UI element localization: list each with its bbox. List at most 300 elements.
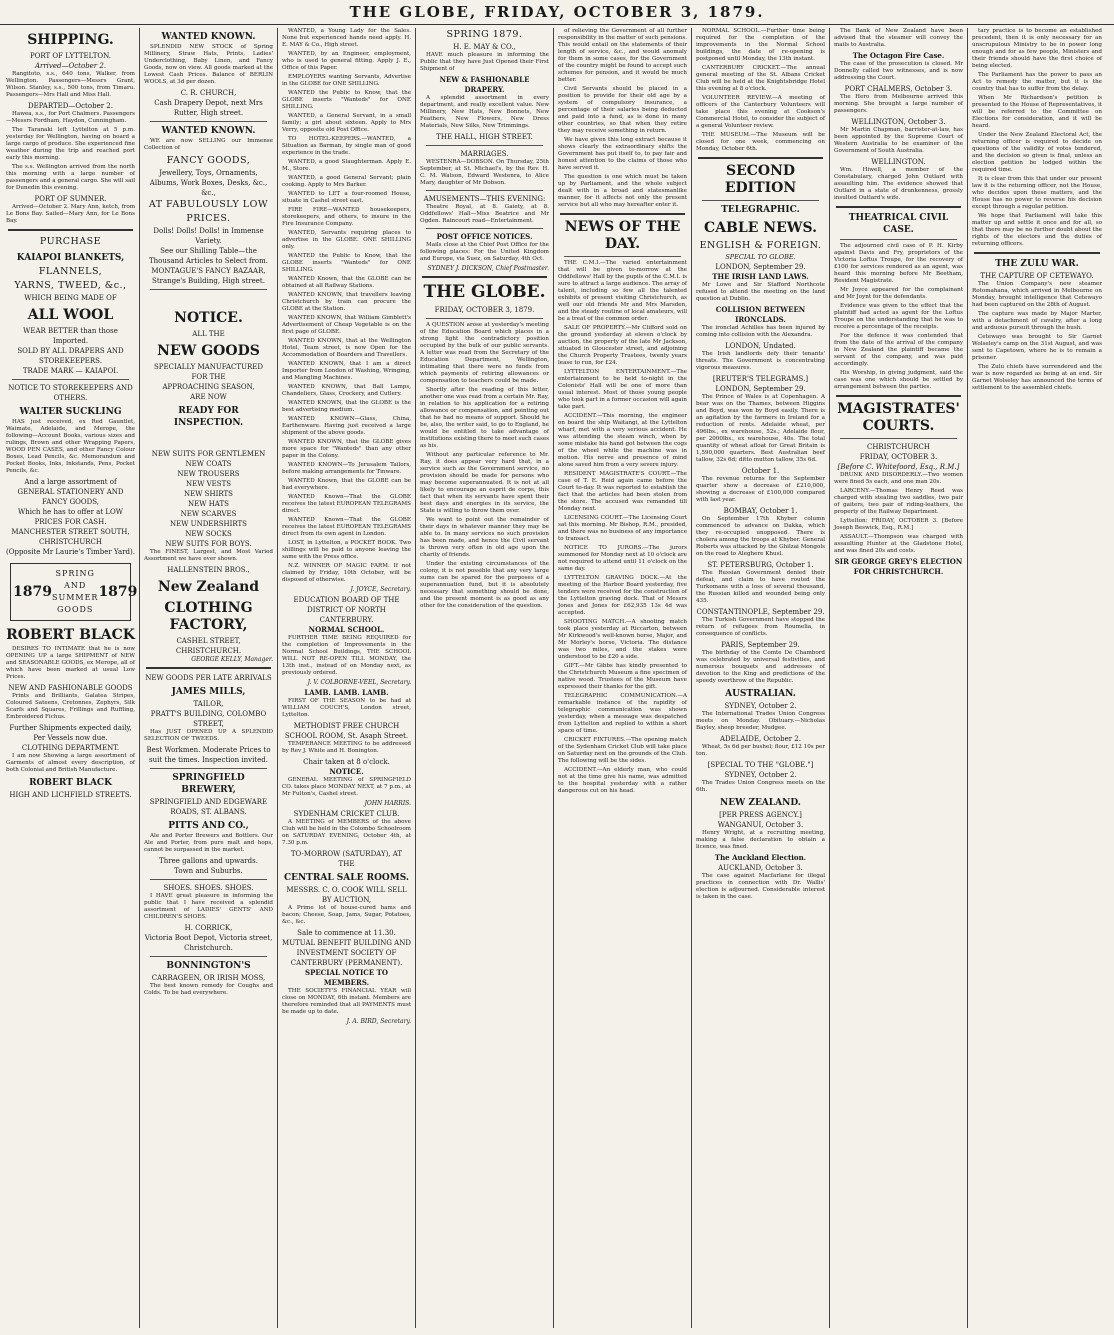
which-sold-label: Which he has to offer at LOW PRICES FOR CASH. — [18, 508, 123, 526]
tomorrow-label: TO-MORROW (SATURDAY), AT THE — [290, 850, 403, 868]
flannels-label: FLANNELS, — [38, 266, 103, 277]
new-goods-arrivals-label: NEW GOODS PER LATE ARRIVALS — [145, 674, 272, 682]
cable-news-heading: CABLE NEWS. — [704, 220, 817, 236]
springfield-heading: SPRINGFIELD BREWERY, — [172, 773, 245, 795]
further-label: Further Shipments expected daily, Per Vessels now due. — [9, 724, 132, 742]
wanted-ad: WANTED KNOWN, that the GLOBE is the best advertising medium. — [282, 400, 411, 413]
departed-heading: DEPARTED—October 2. — [28, 102, 113, 110]
grey-election-heading: SIR GEORGE GREY'S ELECTION FOR CHRISTCHURCH. — [834, 557, 963, 576]
best-workmen-label: Best Workmen. Moderate Prices to suit the times. Inspection invited. — [146, 746, 271, 764]
editorial-paragraph: We have given this long extract because it shows clearly the extraordinary shifts the Government has put itself to, to pay fair and honest attention to the claims of those who have served it. — [558, 137, 687, 171]
robert-text: DESIRES TO INTIMATE that he is now OPENING UP a large SHIPMENT of NEW and SEASONABLE GOODS, ex Merope, all of which have been marked at usual Low Prices. — [6, 646, 135, 680]
irish-heading: THE IRISH LAND LAWS. — [712, 272, 809, 281]
sale-time-label: Sale to commence at 11.30. — [297, 929, 396, 937]
marriages-heading: MARRIAGES. — [460, 150, 509, 158]
wanted-known-2-heading: WANTED KNOWN. — [161, 126, 256, 136]
notice-heading: NOTICE. — [174, 310, 243, 326]
wanted-known-2-text: WE are now SELLING our Immense Collection of — [144, 138, 273, 151]
spring-summer-box — [10, 563, 138, 621]
globe-date: FRIDAY, OCTOBER 3, 1879. — [434, 306, 535, 314]
undershirts-item: NEW UNDERSHIRTS — [170, 520, 247, 528]
summer-label: SUMMER — [51, 593, 99, 602]
year-right: 1879 — [98, 583, 138, 600]
london-dateline: LONDON, September 29. — [715, 263, 806, 271]
divider — [840, 239, 957, 240]
allwool-heading: ALL WOOL — [27, 307, 114, 323]
and-label: AND — [64, 581, 87, 590]
wanted-ad: WANTED KNOWN, that Ball Lamps, Chandeliers, Glass, Crockery, and Cutlery. — [282, 384, 411, 397]
news-item: CRICKET FIXTURES.—The opening match of the Sydenham Cricket Club will take place on Saturday next on the grounds of the Club. The following will be the sides. — [558, 737, 687, 764]
australian-heading: AUSTRALIAN. — [725, 689, 796, 699]
news-item: The Hero from Melbourne arrived this morning. She brought a large number of passengers. — [834, 94, 963, 114]
wanted-ad: N.Z. WINNER OF MAGIC FARM. If not claimed by Friday, 10th October, will be disposed of otherwise. — [282, 563, 411, 583]
adelaide-dateline: ADELAIDE, October 2. — [720, 735, 801, 743]
kelly-signature: GEORGE KELLY, Manager. — [191, 656, 273, 663]
second-edition-heading: SECOND EDITION — [724, 163, 797, 196]
volunteer-news: VOLUNTEER REVIEW.—A meeting of officers of the Canterbury Volunteers will take place this evening at Cookson's Commercial Hotel, to consider the subject of a general Volunteer review. — [696, 95, 825, 129]
museum-news: THE MUSEUM.—The Museum will be closed for one week, commencing on Monday, October 6th. — [696, 132, 825, 152]
london-undated-text: The Irish landlords defy their tenants' threats. The Government is concentrating vigorous measures. — [696, 351, 825, 371]
magistrates-heading: MAGISTRATES' COURTS. — [837, 401, 960, 434]
normal-school-news: NORMAL SCHOOL.—Further time being required for the completion of the improvements in the Normal School buildings, the date of re-opening is postponed until Monday, the 13th instant. — [696, 28, 825, 62]
wanted-ad: WANTED Known—That the GLOBE receives the latest EUROPEAN TELEGRAMS direct. — [282, 494, 411, 514]
column-6 — [692, 28, 830, 1328]
kaiapoi-heading: KAIAPOI BLANKETS, — [16, 253, 125, 263]
special-globe-label: [SPECIAL TO THE "GLOBE."] — [707, 761, 814, 769]
wanted-ad: EMPLOYERS wanting Servants, Advertise in the GLOBE for ONE SHILLING. — [282, 74, 411, 87]
divider — [426, 318, 543, 319]
high-streets-label: HIGH AND LICHFIELD STREETS. — [9, 791, 132, 799]
news-item: LYTTELTON GRAVING DOCK.—At the meeting of the Harbor Board yesterday, five tenders were received for the construction of the Lyttelton graving dock. That of Messrs Jones and Jones for £62,935 13s 4d was accepted. — [558, 575, 687, 616]
mills-address: PRATT'S BUILDING, COLOMBO STREET, — [150, 710, 267, 728]
springfield-address: SPRINGFIELD AND EDGEWARE ROADS, ST. ALBANS. — [149, 798, 268, 816]
wanted-ad: LOST, in Lyttelton, a POCKET BOOK. Two shillings will be paid to anyone leaving the same with the Press office. — [282, 540, 411, 560]
port-chalmers-dateline: PORT CHALMERS, October 3. — [844, 85, 953, 93]
port-sumner-heading: PORT OF SUMNER. — [34, 195, 107, 203]
clothing-factory-heading: CLOTHING FACTORY, — [164, 600, 253, 633]
telegraphic-heading: TELEGRAPHIC. — [721, 205, 800, 215]
zulu-subheading: THE CAPTURE OF CETEWAYO. — [980, 272, 1094, 280]
vests-item: NEW VESTS — [185, 480, 232, 488]
editorial-paragraph: Shortly after the reading of this letter, another one was read from a certain Mr. Ray, in relation to his application for a retiring allowance or compensation, and pointing out that he had no means of support. Should he be, also, the writer said, to go to England, he would be entitled to take advantage of institutions existing there to meet such cases as his. — [420, 387, 549, 449]
wanted-ad: WANTED Known—That the GLOBE receives the latest EUROPEAN TELEGRAMS direct from its own agent in London. — [282, 517, 411, 537]
divider — [150, 289, 267, 290]
church-address: Cash Drapery Depot, next Mrs Rutter, High street. — [154, 99, 263, 117]
sydenham-text: A MEETING of MEMBERS of the above Club will be held in the Colombo Schoolroom on SATURDAY EVENING, October 4th, at 7.30 p.m. — [282, 819, 411, 846]
article-paragraph: It is clear from this that under our present law it is the returning officer, not the House, who decides upon these matters, and the House has no power to reverse his decision except through a regular petition. — [972, 176, 1102, 210]
editorial-paragraph: Without any particular reference to Mr. Ray, it does appear very hard that, in a service such as the Government service, no provision should be made for persons who may become superannuated. It is not at all likely to encourage an esprit de corps, this fact that when its servants have spent their best days and energies in its service, the State is willing to throw them over. — [420, 452, 549, 514]
stpete-text: The Russian Government denied their defeat, and claim to have routed the Turkomans with a loss of several thousand, the Russian killed and wounded being only 435. — [696, 570, 825, 604]
article-paragraph: When Mr Richardson's petition is presented to the House of Representatives, it will be referred to the Committee on Elections for consideration, and it will be heard. — [972, 95, 1102, 129]
may-name: H. E. MAY & CO., — [453, 43, 516, 51]
new-zealand-heading: NEW ZEALAND. — [720, 798, 801, 808]
court-item: Lyttelton: FRIDAY, OCTOBER 3. [Before Joseph Beswick, Esq., R.M.] — [834, 518, 963, 531]
christchurch-label: CHRISTCHURCH — [866, 443, 931, 451]
divider — [422, 276, 547, 278]
marriages-text: WESTENRA—DOBSON. On Thursday, 25th September, at St. Michael's, by the Rev. H. C. M. Watson, Edward Westenra, to Alice Mary, daughter of Mr Dobson. — [420, 159, 549, 186]
pitts-text: Ale and Porter Brewers and Bottlers. Our Ale and Porter, from pure malt and hops, cannot be surpassed in the market. — [144, 833, 273, 853]
cashel-label: CASHEL STREET, CHRISTCHURCH. — [175, 637, 242, 655]
fabulous-label: AT FABULOUSLY LOW PRICES. — [148, 199, 269, 224]
divider — [146, 667, 271, 669]
robert-black-heading: ROBERT BLACK — [6, 627, 135, 643]
theatrical-paragraph: Evidence was given to the effect that the plaintiff had acted as agent for the Loftus Troupe on the understanding that he was to receive a percentage of the receipts. — [834, 303, 963, 330]
fancy-goods-label: FANCY GOODS, — [166, 155, 251, 166]
divider — [836, 206, 961, 208]
for-the-label: FOR THE — [191, 373, 226, 381]
lamb-heading: LAMB. LAMB. LAMB. — [304, 688, 389, 697]
zulu-paragraph: The capture was made by Major Marter, with a detachment of cavalry, after a long and arduous pursuit through the bush. — [972, 311, 1102, 331]
purchase-heading: PURCHASE — [39, 236, 102, 247]
divider — [560, 213, 685, 215]
prints-text: Prints and Brilliants, Galatea Stripes, Coloured Sateens, Cretonnes, Zephyrs, Silk Scarfs and Squares, Frillings and Ruffling, Embroidered Fichus. — [6, 693, 135, 720]
general-label: And a large assortment of GENERAL STATIONERY AND FANCY GOODS, — [17, 478, 124, 506]
news-item: The Bank of New Zealand have been advised that the steamer will convey the mails to Australia. — [834, 28, 963, 48]
normal-school-heading: NORMAL SCHOOL. — [308, 625, 385, 634]
divider — [12, 379, 129, 380]
goods-label: GOODS — [57, 605, 94, 614]
sold-label: SOLD BY ALL DRAPERS AND STOREKEEPERS. — [17, 347, 124, 365]
theatrical-paragraph: The adjourned civil case of P. H. Kirby against Davis and Fry, proprietors of the Victoria Loftus Troupe, for the recovery of £100 for services rendered as an agent, was heard this morning before Mr Beetham, Resident Magistrate. — [834, 243, 963, 284]
mills-text: Has JUST OPENED UP A SPLENDID SELECTION OF TWEEDS. — [144, 729, 273, 742]
clothing-text: I am now Showing a large assortment of Garments of almost every description, of both Colonial and British Manufacture. — [6, 753, 135, 773]
news-item: SALE OF PROPERTY.—Mr Clifford sold on the ground yesterday at eleven o'clock by auction, the property of the late Mr Jackson, situated in Gloucester street, and adjoining the Church Property Trustees, twenty years lease to run, for £24. — [558, 325, 687, 366]
news-item: The case of the prosecution is closed. Mr Donnelly called two witnesses, and is now addressing the Court. — [834, 61, 963, 81]
divider — [836, 395, 961, 397]
mutual-heading: MUTUAL BENEFIT BUILDING AND INVESTMENT SOCIETY OF CANTERBURY (PERMANENT). — [282, 939, 411, 967]
wanted-ad: WANTED, by an Engineer, employment, who is used to general fitting. Apply J. E., Office of this Paper. — [282, 51, 411, 71]
joyce-signature: J. JOYCE, Secretary. — [350, 586, 411, 593]
london-undated: LONDON, Undated. — [725, 342, 796, 350]
english-foreign-heading: ENGLISH & FOREIGN. — [699, 240, 822, 251]
season-labels — [52, 568, 98, 616]
wanganui-text: Henry Wright, at a recruiting meeting, making a false declaration to obtain a licence, was fined. — [696, 830, 825, 850]
notice-heading: NOTICE. — [329, 767, 364, 776]
wanted-ad: WANTED, a good General Servant; plain cooking. Apply to Mrs Barker. — [282, 175, 411, 188]
court-item: LARCENY.—Thomas Henry Reed was charged with stealing two saddles, two pair of gaiters, two pair of riding-leathers, the property of the Railway Department. — [834, 488, 963, 515]
shirts-item: NEW SHIRTS — [184, 490, 233, 498]
news-item: GIFT.—Mr Gibbs has kindly presented to the Christchurch Museum a fine specimen of native wood. Trustees of the Museum have expressed their thanks for the gift. — [558, 663, 687, 690]
wanted-ad: WANTED KNOWN—Glass, China, Earthenware. Having just received a large shipment of the above goods. — [282, 416, 411, 436]
divider — [150, 768, 267, 769]
post-office-text: Mails close at the Chief Post Office for the following places: For the United Kingdom and Europe, via Suez, on Saturday, 4th Oct. — [420, 242, 549, 262]
press-agency-label: [PER PRESS AGENCY.] — [719, 811, 802, 819]
finest-text: The FINEST, Largest, and Most Varied Assortment we have ever shown. — [144, 549, 273, 562]
corrick-address: Victoria Boot Depot, Victoria street, Christchurch. — [144, 934, 273, 952]
divider — [426, 228, 543, 229]
arrived-label: Arrived—October 2. — [34, 62, 107, 70]
trademark-label: TRADE MARK — KAIAPOI. — [22, 367, 119, 375]
paris-text: The birthday of the Comte De Chambord was celebrated by universal festivities, and numerous bouquets and addresses of devotion to the King and predictions of the speedy overthrow of the Republic. — [696, 650, 825, 684]
wanted-ad: WANTED KNOWN, that the GLOBE gives more space for "Wanteds" than any other paper in the Colony. — [282, 439, 411, 459]
wanted-ad: WANTED KNOWN—To Jerusalem Tailors, before making arrangements for Tinware. — [282, 462, 411, 475]
column-5 — [554, 28, 692, 1328]
divider — [426, 145, 543, 146]
corrick-name: H. CORRICK, — [184, 924, 233, 932]
year-left: 1879 — [13, 583, 52, 600]
column-3 — [278, 28, 416, 1328]
divider — [150, 956, 267, 957]
colborne-signature: J. V. COLBORNE-VEEL, Secretary. — [307, 679, 411, 686]
october-label: October 1. — [741, 467, 780, 475]
editorial-paragraph: We want to point out the remainder of their days in whatever manner they may be able to. In many services no such provision has been made, and hence the Civil servant is thrown very often in old age upon the charity of friends. — [420, 517, 549, 558]
constantinople-dateline: CONSTANTINOPLE, September 29. — [696, 608, 825, 616]
shoes-text: I HAVE great pleasure in informing the public that I have received a splendid assortment of LADIES' GENTS' AND CHILDREN'S SHOES. — [144, 893, 273, 920]
town-label: Town and Suburbs. — [174, 867, 243, 875]
friday-label: FRIDAY, OCTOBER 3. — [859, 453, 938, 461]
walter-text: HAS just received, ex Red Gauntlet, Waimate, Adelaide, and Merope, the following—Account Books, various sizes and rulings, Brown and other Wrapping Papers, WOOD PEN CASES, and other Fancy Colour Boxes, Lead Pencils, &c. Memorandum and Pocket Books, Inks, Inkstands, Pens, Pocket Pencils, &c. — [6, 419, 135, 474]
normal-school-text: FURTHER TIME BEING REQUIRED for the completion of Improvements in the Normal School Buildings, THE SCHOOL WILL NOT RE-OPEN TILL MONDAY, the 13th inst., instead of on Monday next, as previously ordered. — [282, 635, 411, 676]
sydney-dateline-2: SYDNEY, October 2. — [724, 771, 797, 779]
port-sumner-text: Arrived—October 2. Mary Ann, ketch, from Le Bons Bay. Sailed—Mary Ann, for Le Bons Bay. — [6, 204, 135, 224]
wanted-ad: WANTED KNOWN, that travellers leaving Christchurch by train can procure the GLOBE at the Station. — [282, 292, 411, 312]
article-paragraph: The Parliament has the power to pass an Act to remedy the matter, but it is the country that has to suffer from the delay. — [972, 72, 1102, 92]
divider — [840, 438, 957, 439]
wanted-known-heading: WANTED KNOWN. — [161, 32, 256, 42]
harris-signature: JOHN HARRIS. — [364, 800, 411, 807]
divider — [150, 879, 267, 880]
manchester-label: MANCHESTER STREET SOUTH, — [11, 528, 130, 536]
divider — [8, 229, 133, 231]
christchurch-label: CHRISTCHURCH — [38, 538, 103, 546]
column-7 — [830, 28, 968, 1328]
theatrical-paragraph: His Worship, in giving judgment, said the case was one which should be settled by arrangement between the parties. — [834, 370, 963, 390]
collision-heading: COLLISION BETWEEN IRONCLADS. — [715, 305, 806, 324]
news-item: SHOOTING MATCH.—A shooting match took place yesterday at Riccarton, between Mr Kirkwood's well-known horse, Major, and Mr Morley's horse, Victoria. The distance was two miles, and the stakes were understood to be £20 a side. — [558, 619, 687, 660]
three-gallons-label: Three gallons and upwards. — [159, 857, 258, 865]
wanted-known-text: SPLENDID NEW STOCK of Spring Millinery, Straw Hats, Prints, Ladies' Underclothing, Baby Linen, and Fancy Goods, now on view. All goods marked at the Lowest Cash Prices. Balance of BERLIN WOOLS, at 3d per dozen. — [144, 44, 273, 85]
news-item: TELEGRAPHIC COMMUNICATION.—A remarkable instance of the rapidity of telegraphic communication was shown yesterday, when a message was despatched from Lyttelton and replied to within a short space of time. — [558, 693, 687, 734]
amusements-text: Theatre Royal, at 8. Gaiety, at 8. Oddfellows' Hall—Miss Beatrice and Mr Ogden. Raincourt road—Entertainment. — [420, 204, 549, 224]
wanted-ad: WANTED KNOWN, that I am a direct Importer from London of Washing, Wringing, and Mangling Machines. — [282, 361, 411, 381]
before-label: [Before C. Whitefoord, Esq., R.M.] — [837, 463, 960, 471]
irish-text: Mr Lowe and Sir Stafford Northcote refused to attend the meeting on the land question at Dublin. — [696, 282, 825, 302]
london-dateline-3: LONDON, September 29. — [715, 385, 806, 393]
article-paragraph: We hope that Parliament will take this matter up and settle it once and for all, so that there may be no further doubt about the rights of the electors and the duties of returning officers. — [972, 213, 1102, 247]
wanganui-dateline: WANGANUI, October 3. — [717, 821, 804, 829]
constantinople-text: The Turkish Government have stopped the return of refugees from Roumelia, in consequence of conflicts. — [696, 617, 825, 637]
masthead: THE GLOBE, FRIDAY, OCTOBER 3, 1879. — [0, 0, 1114, 25]
wear-label: WEAR BETTER than those Imported. — [23, 327, 118, 345]
port-heading: PORT OF LYTTELTON. — [29, 52, 112, 60]
zulu-paragraph: The Zulu chiefs have surrendered and the war is now regarded as being at an end. Sir Garnet Wolseley has announced the terms of settlement to the assembled chiefs. — [972, 364, 1102, 391]
approaching-label: APPROACHING SEASON, — [162, 383, 255, 391]
shipping-heading: SHIPPING. — [27, 32, 114, 48]
news-item: ACCIDENT.—An elderly man, who could not at the time give his name, was admitted to the hospital yesterday with a rather dangerous cut on his head. — [558, 767, 687, 794]
court-item: DRUNK AND DISORDERLY.—Two women were fined 5s each, and one man 20s. — [834, 472, 963, 485]
shoes-heading: SHOES. SHOES. SHOES. — [163, 884, 254, 892]
chair-label: Chair taken at 8 o'clock. — [303, 758, 390, 766]
new-zealand-heading: New Zealand — [157, 579, 260, 595]
london-text-3: The Prince of Wales is at Copenhagen. A bear was on the Thames, between Higgins and Boyd, was won by Boyd easily. There is an agitation by the farmers in Ireland for a reduction of rents. Adelaide wheat, per 496lbs., ex warehouse, 52s.; Adelaide flour, per 2000lbs., ex warehouse, 40s. The total quantity of wheat afloat for Great Britain is 1,590,000 quarters. Best Australian beef tallow, 32s 6d; ditto mutton tallow, 35s 6d. — [696, 394, 825, 463]
may-text: HAVE much pleasure in informing the Public that they have Just Opened their First Shipment of — [420, 52, 549, 72]
article-paragraph: Under the New Zealand Electoral Act, the returning officer is required to decide on questions of the validity of votes tendered, and the decision so given is final, unless an election petition be lodged within the required time. — [972, 132, 1102, 173]
wanted-ad: WANTED the Public to Know, that the GLOBE inserts "Wanteds" for ONE SHILLING. — [282, 253, 411, 273]
sydney-text-2: The Trades Union Congress meets on the 6th. — [696, 780, 825, 793]
editorial-paragraph: A QUESTION arose at yesterday's meeting of the Education Board which places in a strong light the contradictory position occupied by the bulk of our public servants. A letter was read from the Secretary of the Education Department, Wellington, intimating that there were no funds from which payments of retiring allowances or compensation to teachers could be made. — [420, 322, 549, 384]
reuters-label: [REUTER'S TELEGRAMS.] — [712, 375, 809, 383]
ships-text: Rangitoto, s.s., 640 tons, Walker, from Wellington. Passengers—Messrs Grant, Wilson. Stanley, s.s., 500 tons, from Timaru. Passengers—Mrs Hall and Miss Hall. — [6, 71, 135, 98]
opposite-label: (Opposite Mr Laurie's Timber Yard). — [6, 548, 135, 556]
october-text: The revenue returns for the September quarter show a decrease of £210,000, showing a decrease of £100,000 compared with last year. — [696, 476, 825, 503]
divider — [974, 252, 1100, 254]
cricket-news: CANTERBURY CRICKET.—The annual general meeting of the St. Albans Cricket Club will be held at the Knightsbridge Hotel this evening at 8 o'clock. — [696, 65, 825, 92]
bonnington-text: The best known remedy for Coughs and Colds. To be had everywhere. — [144, 983, 273, 996]
column-1 — [2, 28, 140, 1328]
temperance-text: TEMPERANCE MEETING to be addressed by Rev J. White and H. Bonington. — [282, 741, 411, 754]
sydney-dateline: SYDNEY, October 2. — [724, 702, 797, 710]
general-meeting-text: GENERAL MEETING of SPRINGFIELD CO. takes place MONDAY NEXT, at 7 p.m., at Mr Fulton's, Cashel street. — [282, 777, 411, 797]
special-to-globe: SPECIAL TO GLOBE. — [725, 253, 796, 261]
special-notice-text: THE SOCIETY'S FINANCIAL YEAR will close on MONDAY, 6th instant. Members are therefore reminded that all PAYMENTS must be made up to date. — [282, 988, 411, 1015]
scarves-item: NEW SCARVES — [180, 510, 237, 518]
shilling-table-label: See our Shilling Table—the Thousand Articles to Select from. — [149, 247, 268, 265]
editorial-paragraph: of relieving the Government of all further responsibility in the matter of such pensions. This would entail on the statements of their length of service, &c., and would anomaly for them in some cases, for the Government of the country might be found to accept such schemes for pension, and it would be much better. — [558, 28, 687, 83]
shipping-report-2: The s.s. Wellington arrived from the north this morning with a large number of passengers and a general cargo. She will sail for Dunedin this evening. — [6, 164, 135, 191]
news-of-the-day-heading: NEWS OF THE DAY. — [564, 219, 681, 252]
are-now-label: ARE NOW — [190, 393, 227, 401]
theatrical-heading: THEATRICAL CIVIL CASE. — [848, 213, 949, 235]
all-the-label: ALL THE — [192, 330, 225, 338]
news-item: RESIDENT MAGISTRATE'S COURT.—The case of T. E. Reid again came before the Court to-day. It was reported to establish the fact that the articles had been stolen from the store. The accused was remanded till Monday next. — [558, 471, 687, 512]
yarns-label: YARNS, TWEED, &c., — [14, 280, 127, 291]
wanted-ad: WANTED the Public to Know, that the GLOBE inserts "Wanteds" for ONE SHILLING. — [282, 90, 411, 110]
wanted-ad: WANTED, Servants requiring places to advertise in the GLOBE. ONE SHILLING only. — [282, 230, 411, 250]
wellington-heading: WELLINGTON. — [871, 158, 926, 166]
divider — [698, 157, 823, 159]
new-fashionable-heading: NEW & FASHIONABLE DRAPERY. — [439, 75, 530, 94]
news-item: LICENSING COURT.—The Licensing Court sat this morning. Mr Bishop, R.M., presided, and there was no business of any importance to transact. — [558, 515, 687, 542]
paris-dateline: PARIS, September 29. — [721, 641, 800, 649]
ready-heading: READY FOR INSPECTION. — [173, 406, 244, 428]
spring-heading: SPRING 1879. — [446, 29, 523, 40]
pitts-heading: PITTS AND CO., — [168, 821, 249, 831]
specially-label: SPECIALLY MANUFACTURED — [154, 363, 263, 371]
wanted-ad: WANTED to LET a four-roomed House, situate in Cashel street east. — [282, 191, 411, 204]
departed-text: Hawea, s.s., for Port Chalmers. Passengers—Messrs Fordham, Haydon, Cunningham. — [6, 111, 135, 124]
divider — [426, 190, 543, 191]
wanted-ad: WANTED, a good Slaughterman. Apply E. M., Store. — [282, 159, 411, 172]
methodist-heading: METHODIST FREE CHURCH SCHOOL ROOM, St. Asaph Street. — [284, 722, 409, 740]
sydenham-heading: SYDENHAM CRICKET CLUB. — [293, 810, 400, 818]
auckland-text: The case against Macfarlane for illegal practices in connection with Dr. Wallis' election is adjourned. Considerable interest is taken in the case. — [696, 873, 825, 900]
which-label: WHICH BEING MADE OF — [24, 294, 117, 302]
clothing-dept-label: CLOTHING DEPARTMENT. — [21, 744, 120, 752]
zulu-paragraph: Cetewayo was brought to Sir Garnet Wolseley's camp on the 31st August, and was sent to Capetown, where he is to remain a prisoner. — [972, 334, 1102, 361]
zulu-war-heading: THE ZULU WAR. — [995, 259, 1079, 269]
column-4 — [416, 28, 554, 1328]
special-notice-heading: SPECIAL NOTICE TO MEMBERS. — [305, 968, 388, 987]
column-8 — [968, 28, 1106, 1328]
bombay-text: On September 17th Khyber column commenced to advance on Dakka, which they re-occupied unopposed. There is cholera among the troops at Khyber. General Roberts was attacked by the Ghilzai Mongols on the road to Aleghere Khusl. — [696, 516, 825, 557]
hall-label: THE HALL, HIGH STREET. — [436, 133, 533, 141]
zulu-paragraph: The Union Company's new steamer Rotomahana, which arrived in Melbourne on Monday, brought intelligence that Cetewayo had been captured on the 28th of August. — [972, 281, 1102, 308]
theatrical-paragraph: For the defence it was contended that from the date of the arrival of the company in New Zealand the plaintiff became the servant of the company, and was paid accordingly. — [834, 333, 963, 367]
news-item: NOTICE TO JURORS.—The jurors summoned for Monday next at 10 o'clock are not required to attend until 11 o'clock on the same day. — [558, 545, 687, 572]
columns — [2, 28, 1112, 1328]
adelaide-text: Wheat, 5s 6d per bushel; flour, £12 10s per ton. — [696, 744, 825, 757]
bombay-dateline: BOMBAY, October 1. — [723, 507, 798, 515]
dolls-label: Dolls! Dolls! Dolls! in Immense Variety. — [153, 227, 264, 245]
news-item: Mr Martin Chapman, barrister-at-law, has been appointed by the Supreme Court of Western Australia to be examiner of the Government of South Australia. — [834, 127, 963, 154]
wanted-ad: WANTED KNOWN, that at the Wellington Hotel, Team street, is now Open for the Accommodation of Boarders and Travellers. — [282, 338, 411, 358]
news-item: Wm. Hiwell, a member of the Constabulary, charged John Outlard with assaulting him. The evidence showed that Outlard in a state of drunkenness, grossly insulted Outlard's wife. — [834, 167, 963, 201]
boys-item: NEW SUITS FOR BOYS. — [165, 540, 252, 548]
walter-heading: WALTER SUCKLING — [19, 407, 122, 417]
notice-block — [144, 310, 273, 429]
wanted-ad: WANTED Known, that the GLOBE can be had everywhere. — [282, 478, 411, 491]
editorial-paragraph: Civil Servants should be placed in a position to provide for their old age by a system of compulsory insurance, a percentage of their salaries being deducted and paid into a fund, as is done in many other countries, so that when they retire they may receive something in return. — [558, 86, 687, 134]
octagon-heading: The Octagon Fire Case. — [852, 51, 945, 60]
wanted-ad: WANTED, a Young Lady for the Sales. None but experienced hands need apply. H. E. MAY & Co., High street. — [282, 28, 411, 48]
divider — [564, 256, 681, 257]
robert-black-footer: ROBERT BLACK — [29, 778, 112, 788]
collision-text: The ironclad Achilles has been injured by coming into collision with the Alexandra. — [696, 325, 825, 338]
trousers-item: NEW TROUSERS — [177, 470, 240, 478]
news-item: THE C.M.I.—The varied entertainment that will be given to-morrow at the Oddfellows' Hall by the pupils of the C.M.I. is sure to attract a large audience. The array of talent, including so few all the talented exhibits of present visiting Christchurch, as well our old friends Mr and Mrs Marsden, and the steady routine of local amateurs, will be a treat of the common order. — [558, 260, 688, 322]
spring-label: SPRING — [55, 569, 95, 578]
may-text-2: A splendid assortment in every department, and really excellent value. New Millinery, New Hats, New Bonnets, New Feathers, New Flowers, New Dress Materials, New Silks, New Trimmings. — [420, 95, 549, 129]
lamb-text: FIRST OF THE SEASON to be had at WILLIAM COUCH'S, London street, Lyttelton. — [282, 698, 411, 718]
post-office-heading: POST OFFICE NOTICES. — [436, 232, 533, 241]
mco-label: MESSRS. C. O. COOK WILL SELL BY AUCTION, — [286, 886, 407, 904]
bonnington-heading: BONNINGTON'S — [166, 961, 251, 971]
coats-item: NEW COATS — [185, 460, 232, 468]
mills-heading: JAMES MILLS, — [171, 687, 246, 697]
socks-item: NEW SOCKS — [185, 530, 232, 538]
the-globe-heading: THE GLOBE. — [423, 282, 546, 302]
mco-text: A Prime lot of house-cured hams and bacon; Cheese, Soap, Jams, Sugar, Potatoes, &c., &c. — [282, 905, 411, 925]
wanted-ad: FIRE FIRE—WANTED housekeepers, storekeepers, and others, to insure in the Fire Insurance Company. — [282, 207, 411, 227]
editorial-paragraph: The question is one which must be taken up by Parliament, and the whole subject dealt with in a broad and statesmanlike manner, for it affects not only the present service but all who may hereafter enter it. — [558, 174, 687, 208]
central-sale-heading: CENTRAL SALE ROOMS. — [283, 873, 410, 883]
bird-signature: J. A. BIRD, Secretary. — [346, 1018, 411, 1025]
column-2 — [140, 28, 278, 1328]
court-item: ASSAULT.—Thompson was charged with assaulting Hunter at the Gladstone Hotel, and was fined 20s and costs. — [834, 534, 963, 554]
hats-item: NEW HATS — [188, 500, 229, 508]
montague-address: Strange's Building, High street. — [152, 277, 265, 285]
notice-label: NOTICE TO STOREKEEPERS AND OTHERS. — [8, 384, 133, 402]
auckland-dateline: AUCKLAND, October 3. — [718, 864, 803, 872]
wanted-ad: WANTED, a General Servant, in a small family; a girl about sixteen. Apply to Mrs Verry, opposite old Post Office. — [282, 113, 411, 133]
wellington-dateline: WELLINGTON, October 3. — [851, 118, 946, 126]
jewellery-label: Jewellery, Toys, Ornaments, Albums, Work Boxes, Desks, &c., &c., — [149, 169, 268, 197]
church-name: C. R. CHURCH, — [180, 89, 237, 97]
theatrical-paragraph: Mr Joyce appeared for the complainant and Mr Joynt for the defendants. — [834, 287, 963, 300]
hallenstein-label: HALLENSTEIN BROS., — [167, 566, 250, 574]
wanted-ad: TO HOTEL-KEEPERS.—WANTED, a Situation as Barman, by single man of good experience in the trade. — [282, 136, 411, 156]
sydney-text: The International Trades Union Congress meets on Monday. Obituary.—Nicholas Bayley, sheep breeder, Mudgee. — [696, 711, 825, 731]
dickson-signature: SYDNEY J. DICKSON, Chief Postmaster. — [427, 265, 549, 272]
tailor-label: TAILOR, — [193, 700, 224, 708]
amusements-heading: AMUSEMENTS—THIS EVENING: — [423, 195, 546, 203]
carrageen-label: CARRAGEEN, OR IRISH MOSS, — [151, 974, 266, 982]
newfash-label: NEW AND FASHIONABLE GOODS — [8, 684, 133, 692]
divider — [150, 121, 267, 122]
wanted-ads-list — [282, 28, 411, 584]
new-goods-heading: NEW GOODS — [157, 343, 260, 359]
article-paragraph: tary practice is to become an established precedent, then it is only necessary for an unscrupulous Ministry to be in power long enough and for as few people, Ministers and their friends should have the first choice of being elected. — [972, 28, 1102, 69]
education-heading: EDUCATION BOARD OF THE DISTRICT OF NORTH CANTERBURY. — [293, 596, 400, 624]
editorial-paragraph: Under the existing circumstances of the colony, it is not possible that any very large sums can be spared for the purposes of a superannuation fund, but it is absolutely necessary that something should be done, and the present moment is as good as any other for the consideration of the question. — [420, 561, 549, 609]
wanted-ad: WANTED Known, that the GLOBE can be obtained at all Railway Stations. — [282, 276, 411, 289]
shipping-report: The Taranaki left Lyttelton at 5 p.m. yesterday for Wellington, having on board a large cargo of produce. She experienced fine weather during the trip and reached port early this morning. — [6, 127, 135, 161]
wanted-ad: WANTED KNOWN, that William Gimblett's Advertisement of Cheap Vegetable is on the first page of GLOBE. — [282, 315, 411, 335]
suits-item: NEW SUITS FOR GENTLEMEN — [151, 450, 266, 458]
news-item: ACCIDENT.—This morning, the engineer on board the ship Waitangi, at the Lyttelton wharf, met with a very serious accident. He was attending the steam winch, when by some mistake his hand got between the cogs of the wheel while the machine was in motion. His nerve and presence of mind alone saved him from a very severe injury. — [558, 413, 687, 468]
montague-name: MONTAGUE'S FANCY BAZAAR, — [151, 267, 266, 275]
stpete-dateline: ST. PETERSBURG, October 1. — [707, 561, 814, 569]
